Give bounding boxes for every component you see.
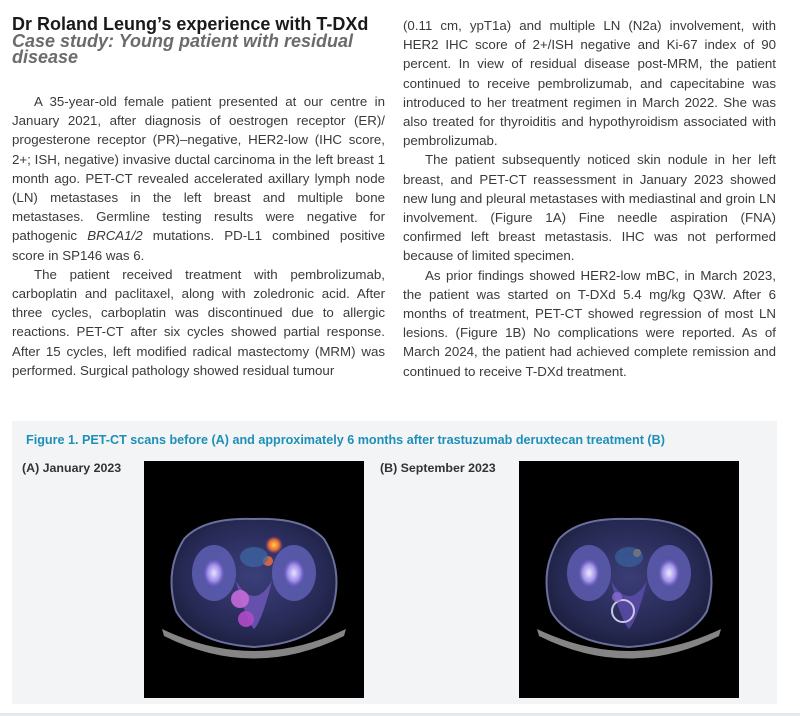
- left-column: [12, 92, 385, 380]
- article-heading: [12, 16, 392, 65]
- scan-b-label: (B) September 2023: [380, 461, 496, 475]
- case-paragraph-1: [12, 92, 385, 265]
- case-paragraph-1-end: mutations. PD-L1 combined positive score in SP146 was 6.: [12, 228, 385, 263]
- scan-a-label: (A) January 2023: [22, 461, 122, 475]
- brca-gene-name: BRCA1/2: [87, 228, 143, 244]
- case-paragraph-4: The patient subsequently noticed skin nodule in her left breast, and PET-CT reassessment in January 2023 showed new lung and pleural metastases with mediastinal and groin LN involvement. (Figure 1A) Fine needle aspiration (FNA) confirmed left breast metastasis. IHC was not performed because of limited specimen.: [403, 152, 776, 264]
- article-title: Dr Roland Leung’s experience with T-DXd: [12, 14, 369, 34]
- article-subtitle: Case study: Young patient with residual disease: [12, 31, 354, 67]
- case-paragraph-2: The patient received treatment with pembrolizumab, carboplatin and paclitaxel, along with zoledronic acid. After three cycles, carboplatin was discontinued due to allergic reactions. PET-CT after six cycles showed partial response. After 15 cycles, left modified radical mastectomy (MRM) was performed. Surgical pathology showed residual tumour: [12, 266, 385, 378]
- right-column: [403, 16, 776, 381]
- case-paragraph-1-start: A 35-year-old female patient presented at our centre in January 2021, after diagnosis of oestrogen receptor (ER)/ progesterone receptor (PR)–negative, HER2-low (IHC score, 2+; ISH, negative) invasive ductal carcinoma in the left breast 1 month ago. PET-CT revealed accelerated axillary lymph node (LN) metastases in the left breast and multiple bone metastases. Germline testing results were negative for pathogenic: [12, 94, 385, 244]
- case-paragraph-5: As prior findings showed HER2-low mBC, in March 2023, the patient was started on T-DXd 5.4 mg/kg Q3W. After 6 months of treatment, PET-CT showed regression of most LN lesions. (Figure 1B) No complications were reported. As of March 2024, the patient had achieved complete remission and continued to receive T-DXd treatment.: [403, 267, 776, 379]
- pet-ct-scan-september-2023: [519, 461, 739, 698]
- pet-ct-scan-january-2023: [144, 461, 364, 698]
- pet-ct-scan-a-image: [144, 461, 364, 698]
- figure-panel: [12, 421, 777, 704]
- figure-caption: Figure 1. PET-CT scans before (A) and approximately 6 months after trastuzumab deruxtecan treatment (B): [26, 433, 665, 447]
- pet-ct-scan-b-image: [519, 461, 739, 698]
- case-paragraph-3: (0.11 cm, ypT1a) and multiple LN (N2a) involvement, with HER2 IHC score of 2+/ISH negative and Ki-67 index of 90 percent. In view of residual disease post-MRM, the patient continued to receive pembrolizumab, and capecitabine was introduced to her treatment regimen in March 2022. She was also treated for thyroiditis and hypothyroidism associated with pembrolizumab.: [403, 18, 776, 149]
